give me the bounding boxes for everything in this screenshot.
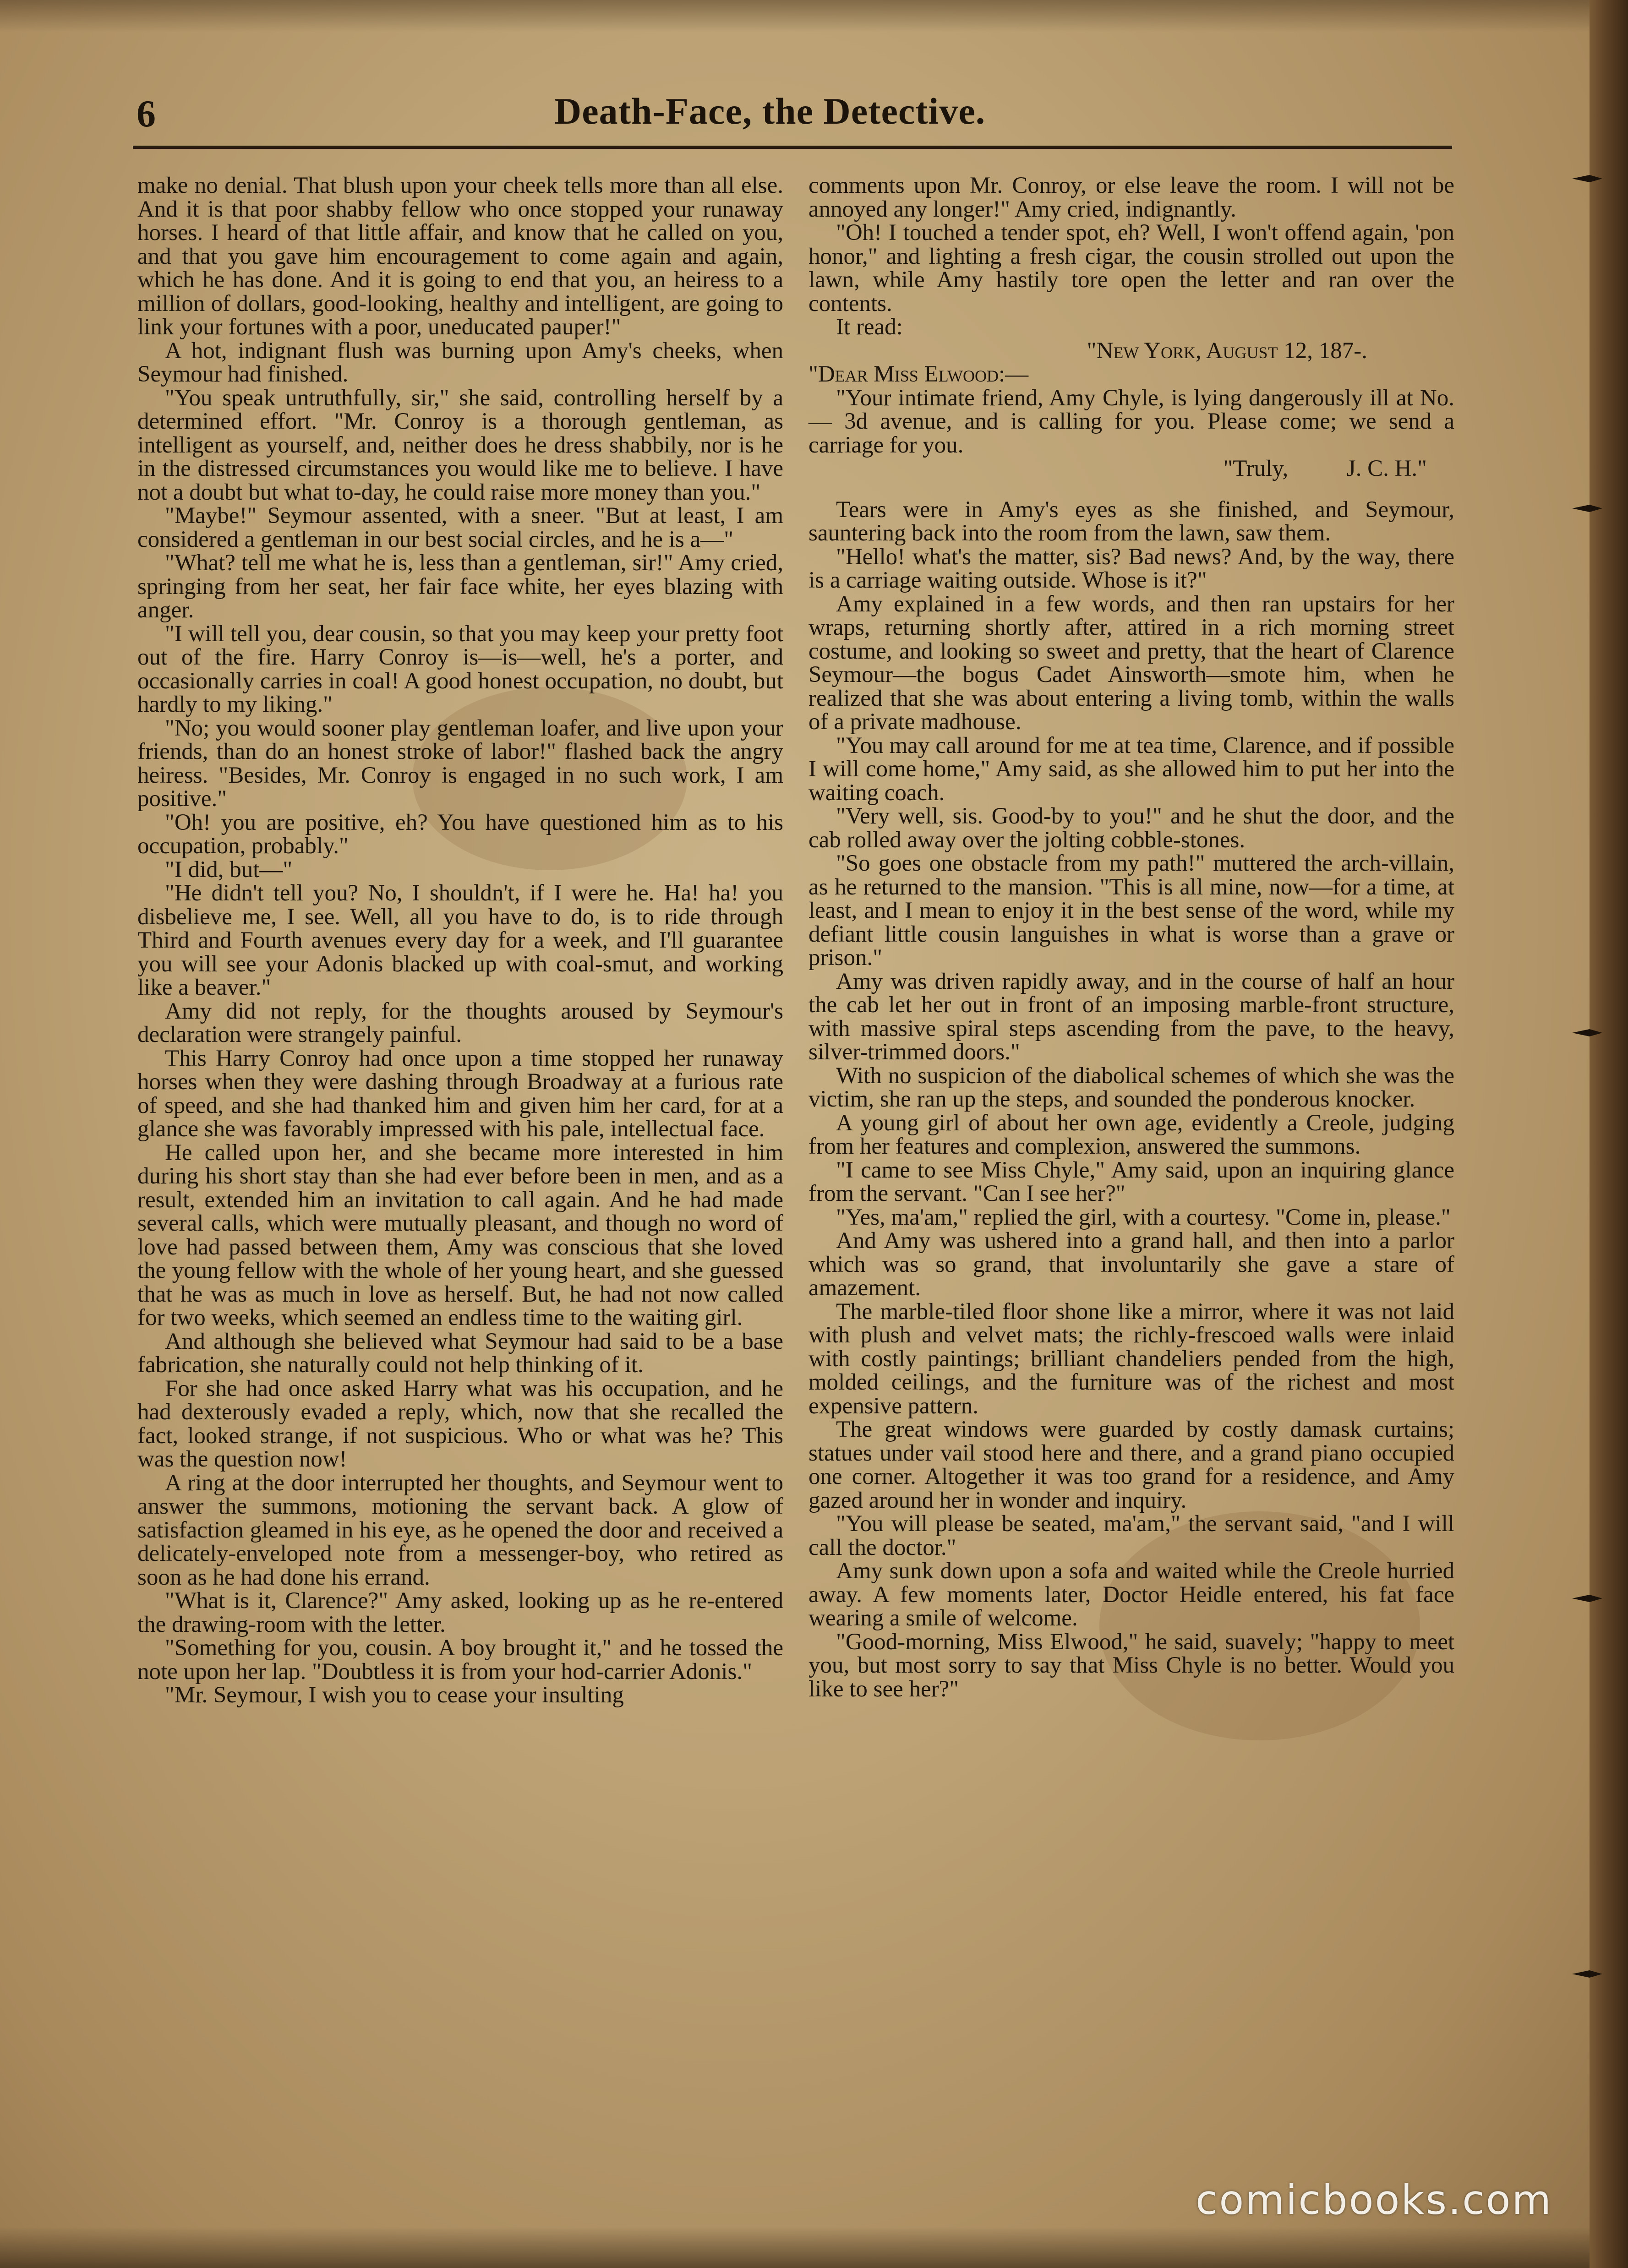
staple-icon [1571,1965,1603,1983]
paragraph: "Oh! I touched a tender spot, eh? Well, I won't offend again, 'pon honor," and lighting a fresh cigar, the cousin strolled out upon the lawn, while Amy hastily tore open the letter and ran over the contents. [809,220,1454,316]
left-text-column [137,174,783,1707]
paragraph: "You may call around for me at tea time, Clarence, and if possible I will come home," Amy said, as she allowed him to put her into the waiting coach. [809,732,1454,806]
paragraph: "I came to see Miss Chyle," Amy said, upon an inquiring glance from the servant. "Can I see her?" [809,1157,1454,1206]
letter-body: "Your intimate friend, Amy Chyle, is lying dangerously ill at No. — 3d avenue, and is calling for you. Please come; we send a carriage for you. [809,385,1454,458]
paragraph: "Yes, ma'am," replied the girl, with a courtesy. "Come in, please." [836,1204,1451,1230]
paragraph: "What? tell me what he is, less than a gentleman, sir!" Amy cried, springing from her seat, her fair face white, her eyes blazing with anger. [137,550,783,623]
paragraph: "So goes one obstacle from my path!" muttered the arch-villain, as he returned to the mansion. "This is all mine, now—for a time, at least, and I mean to enjoy it in the best sense of the word, while my defiant little cousin languishes in what is worse than a grave or prison." [809,850,1454,970]
paragraph: "Very well, sis. Good-by to you!" and he shut the door, and the cab rolled away over the jolting cobble-stones. [809,803,1454,853]
paragraph: "You speak untruthfully, sir," she said, controlling herself by a determined effort. "Mr. Conroy is a thorough gentleman, as intelligent as yourself, and, neither does he dress shabbily, nor is he in the distressed circumstances you would like me to believe. I have not a doubt but what to-day, he could raise more money than you." [137,385,783,505]
paragraph: "You will please be seated, ma'am," the servant said, "and I will call the doctor." [809,1511,1454,1560]
right-text-column [809,174,1454,1701]
paragraph: A ring at the door interrupted her thoughts, and Seymour went to answer the summons, motioning the servant back. A glow of satisfaction gleamed in his eye, as he opened the door and received a delicately-enveloped note from a messenger-boy, who retired as soon as he had done his errand. [137,1470,783,1590]
paragraph: "Hello! what's the matter, sis? Bad news? And, by the way, there is a carriage waiting outside. Whose is it?" [809,544,1454,593]
staple-icon [1571,1589,1603,1608]
paragraph: "No; you would sooner play gentleman loafer, and live upon your friends, than do an honest stroke of labor!" flashed back the angry heiress. "Besides, Mr. Conroy is engaged in no such work, I am positive." [137,715,783,812]
paragraph: "He didn't tell you? No, I shouldn't, if I were he. Ha! ha! you disbelieve me, I see. Well, all you have to do, is to ride through Third and Fourth avenues every day for a week, and I'll guarantee you will see your Adonis blacked up with coal-smut, and working like a beaver." [137,880,783,1000]
paragraph: He called upon her, and she became more interested in him during his short stay than she had ever before been in men, and as a result, extended him an invitation to call again. And he had made several calls, which were mutually pleasant, and though no word of love had passed between them, Amy was conscious that she loved the young fellow with the whole of her young heart, and she guessed that he was as much in love as herself. But, he had not now called for two weeks, which seemed an endless time to the waiting girl. [137,1139,783,1330]
page-number: 6 [137,93,156,135]
paragraph: "I did, but—" [165,856,293,883]
header-rule [133,146,1452,149]
letter-salutation: "Dear Miss Elwood:— [809,361,1029,387]
paragraph: make no denial. That blush upon your cheek tells more than all else. And it is that poor shabby fellow who once stopped your runaway horses. I heard of that little affair, and know that he called on you, and that you gave him encouragement to come again and again, which he has done. And it is going to end that you, an heiress to a million of dollars, good-looking, healthy and intelligent, are going to link your fortunes with a poor, uneducated pauper!" [137,173,783,340]
paragraph: "Something for you, cousin. A boy brought it," and he tossed the note upon her lap. "Doubtless it is from your hod-carrier Adonis." [137,1635,783,1685]
paragraph: "I will tell you, dear cousin, so that you may keep your pretty foot out of the fire. Harry Conroy is—is—well, he's a porter, and occasionally carries in coal! A good honest occupation, no doubt, but hardly to my liking." [137,621,783,717]
letter-signoff: "Truly, J. C. H." [1223,456,1427,481]
paragraph: Amy was driven rapidly away, and in the course of half an hour the cab let her out in front of an imposing marble-front structure, with massive spiral steps ascending from the pave, to the heavy, silver-trimmed doors." [809,968,1454,1065]
paragraph: This Harry Conroy had once upon a time stopped her runaway horses when they were dashing through Broadway at a furious rate of speed, and she had thanked him and given him her card, for at a glance she was favorably impressed with his pale, intellectual face. [137,1045,783,1142]
paragraph: And although she believed what Seymour had said to be a base fabrication, she naturally could not help thinking of it. [137,1328,783,1378]
binding-edge [1590,0,1628,2268]
paragraph: For she had once asked Harry what was his occupation, and he had dexterously evaded a reply, which, now that she recalled the fact, looked strange, if not suspicious. Who or what was he? This was the question now! [137,1375,783,1472]
paragraph: "Maybe!" Seymour assented, with a sneer. "But at least, I am considered a gentleman in our best social circles, and he is a—" [137,503,783,552]
page-bottom-shadow [0,2227,1590,2268]
paragraph: A young girl of about her own age, evidently a Creole, judging from her features and complexion, answered the summons. [809,1110,1454,1159]
paragraph: The great windows were guarded by costly damask curtains; statues under vail stood here and there, and a grand piano occupied one corner. Altogether it was too grand for a residence, and Amy gazed around her in wonder and inquiry. [809,1417,1454,1513]
paragraph: Amy did not reply, for the thoughts aroused by Seymour's declaration were strangely painful. [137,998,783,1047]
paragraph: "Mr. Seymour, I wish you to cease your insulting [165,1682,624,1708]
paragraph: It read: [836,314,903,340]
paragraph: comments upon Mr. Conroy, or else leave the room. I will not be annoyed any longer!" Amy cried, indignantly. [809,173,1454,222]
paragraph: "Good-morning, Miss Elwood," he said, suavely; "happy to meet you, but most sorry to say that Miss Chyle is no better. Would you like to see her?" [809,1629,1454,1702]
staple-icon [1571,1024,1603,1042]
letter-dateline: "New York, August 12, 187-. [1087,338,1367,364]
page-top-shadow [0,0,1590,32]
paragraph: "Oh! you are positive, eh? You have questioned him as to his occupation, probably." [137,809,783,859]
paragraph: With no suspicion of the diabolical schemes of which she was the victim, she ran up the steps, and sounded the ponderous knocker. [809,1063,1454,1112]
paragraph: "What is it, Clarence?" Amy asked, looking up as he re-entered the drawing-room with the letter. [137,1588,783,1637]
watermark-logo: comicbooks.com [1196,2176,1553,2224]
paragraph: Amy sunk down upon a sofa and waited while the Creole hurried away. A few moments later, Doctor Heidle entered, his fat face wearing a smile of welcome. [809,1558,1454,1631]
paragraph: A hot, indignant flush was burning upon Amy's cheeks, when Seymour had finished. [137,338,783,387]
paragraph: Amy explained in a few words, and then ran upstairs for her wraps, returning shortly after, attired in a rich morning street costume, and looking so sweet and pretty, that the heart of Clarence Seymour—the bogus Cadet Ainsworth—smote him, when he realized that she was about entering a living tomb, within the walls of a private madhouse. [809,591,1454,735]
paragraph: Tears were in Amy's eyes as she finished, and Seymour, sauntering back into the room from the lawn, saw them. [809,496,1454,546]
staple-icon [1571,499,1603,518]
running-header-title: Death-Face, the Detective. [554,90,986,132]
paragraph: And Amy was ushered into a grand hall, and then into a parlor which was so grand, that involuntarily she gave a stare of amazement. [809,1228,1454,1301]
paragraph: The marble-tiled floor shone like a mirror, where it was not laid with plush and velvet mats; the richly-frescoed walls were inlaid with costly paintings; brilliant chandeliers pended from the high, molded ceilings, and the furniture was of the richest and most expensive pattern. [809,1298,1454,1419]
staple-icon [1571,169,1603,188]
